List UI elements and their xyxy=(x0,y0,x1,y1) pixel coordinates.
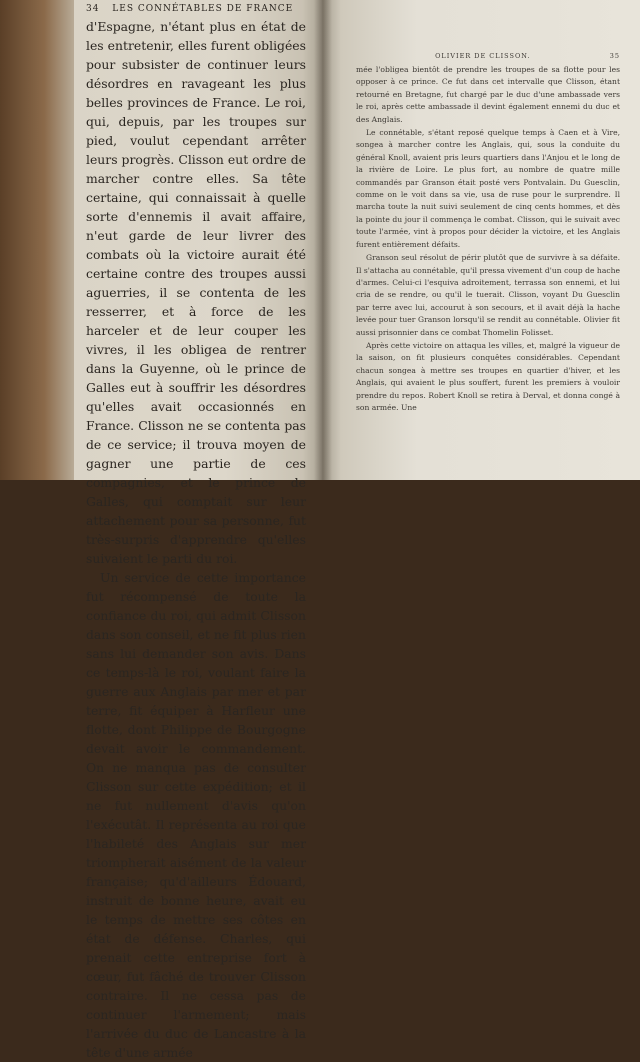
left-running-head: LES CONNÉTABLES DE FRANCE xyxy=(112,4,294,14)
right-paragraph-2: Le connétable, s'étant reposé quelque temps à Caen et à Vire, songea à marcher contre les Anglais, qui, sous la conduite du général Knoll, avaient pris leurs quartiers dans l'Anjou et le long de la rivière de Loire. Le plus fort, au nombre de quatre mille commandés par Granson était posté vers Pontvalain. Du Guesclin, comme on le voit dans sa vie, usa de ruse pour le surprendre. Il marcha toute la nuit suivi seulement de cinq cents hommes, et dès la pointe du jour il commença le combat. Clisson, qui le suivait avec toute l'armée, vint à propos pour décider la victoire, et les Anglais furent entièrement défaits. xyxy=(356,128,620,249)
left-page-header xyxy=(86,4,306,14)
right-page xyxy=(322,0,640,480)
left-page-number: 34 xyxy=(86,4,100,14)
right-paragraph-1: mée l'obligea bientôt de prendre les troupes de sa flotte pour les opposer à ce prince. Ce fut dans cet intervalle que Clisson, étant retourné en Bretagne, fut chargé par le duc d'une ambassade vers le roi, après cette ambassade il devint également ennemi du duc et des Anglais. xyxy=(356,65,620,124)
right-paragraph-4: Après cette victoire on attaqua les villes, et, malgré la vigueur de la saison, on fit plusieurs conquêtes considérables. Cependant chacun songea à mettre ses troupes en quartier d'hiver, et les Anglais, qui avaient le plus souffert, furent les premiers à vouloir prendre du repos. Robert Knoll se retira à Derval, et donna congé à son armée. Une xyxy=(356,340,620,412)
left-paragraph-1: d'Espagne, n'étant plus en état de les entretenir, elles furent obligées pour subsister de continuer leurs désordres en ravageant les plus belles provinces de France. Le roi, qui, depuis, par les troupes sur pied, voulut cependant arrêter leurs progrès. Clisson eut ordre de marcher contre elles. Sa tête certaine, qui connaissait à quelle sorte d'ennemis il avait affaire, n'eut garde de leur livrer des combats où la victoire aurait été certaine contre des troupes aussi aguerries, il se contenta de les resserrer, et à force de les harceler et de leur couper les vivres, il les obligea de rentrer dans la Guyenne, où le prince de Galles eut à souffrir les désordres qu'elles avait occasionnés en France. Clisson ne se contenta pas de ce service; il trouva moyen de gagner une partie de ces compagnies, et le prince de Galles, qui comptait sur leur attachement pour sa personne, fut très-surpris d'apprendre qu'elles suivaient le parti du roi. xyxy=(86,19,306,566)
right-paragraph-3: Granson seul résolut de périr plutôt que de survivre à sa défaite. Il s'attacha au connétable, qu'il pressa vivement d'un coup de hache d'armes. Celui-ci l'esquiva adroitement, terrassa son ennemi, et lui cria de se rendre, ou qu'il le tuerait. Clisson, voyant Du Guesclin par terre avec lui, accourut à son secours, et il avait déjà la hache levée pour tuer Granson lorsqu'il se rendit au connétable. Olivier fit aussi prisonnier dans ce combat Thomelin Folisset. xyxy=(356,253,620,337)
right-page-header xyxy=(356,52,620,60)
right-running-head: OLIVIER DE CLISSON. xyxy=(435,52,531,60)
left-paragraph-2: Un service de cette importance fut récompensé de toute la confiance du roi, qui admit Clisson dans son conseil, et ne fit plus rien sans lui demander son avis. Dans ce temps-là le roi, voulant faire la guerre aux Anglais par mer et par terre, fit équiper à Harfleur une flotte, dont Philippe de Bourgogne devait avoir le commandement. On ne manqua pas de consulter Clisson sur cette expédition; et il ne fut nullement d'avis qu'on l'exécutât. Il représenta au roi que l'habileté des Anglais sur mer triompherait aisément de la valeur française; qu'd'ailleurs Édouard, instruit de bonne heure, avait eu le temps de mettre ses côtes en état de défense. Charles, qui prenait cette entreprise fort à cœur, fut fâché de trouver Clisson contraire. Il ne cessa pas de continuer l'armement; mais l'arrivée du duc de Lancastre à la tête d'une armée xyxy=(86,570,306,1060)
book-gutter xyxy=(314,0,332,480)
right-page-number: 35 xyxy=(609,52,620,60)
page-edge xyxy=(0,0,74,480)
